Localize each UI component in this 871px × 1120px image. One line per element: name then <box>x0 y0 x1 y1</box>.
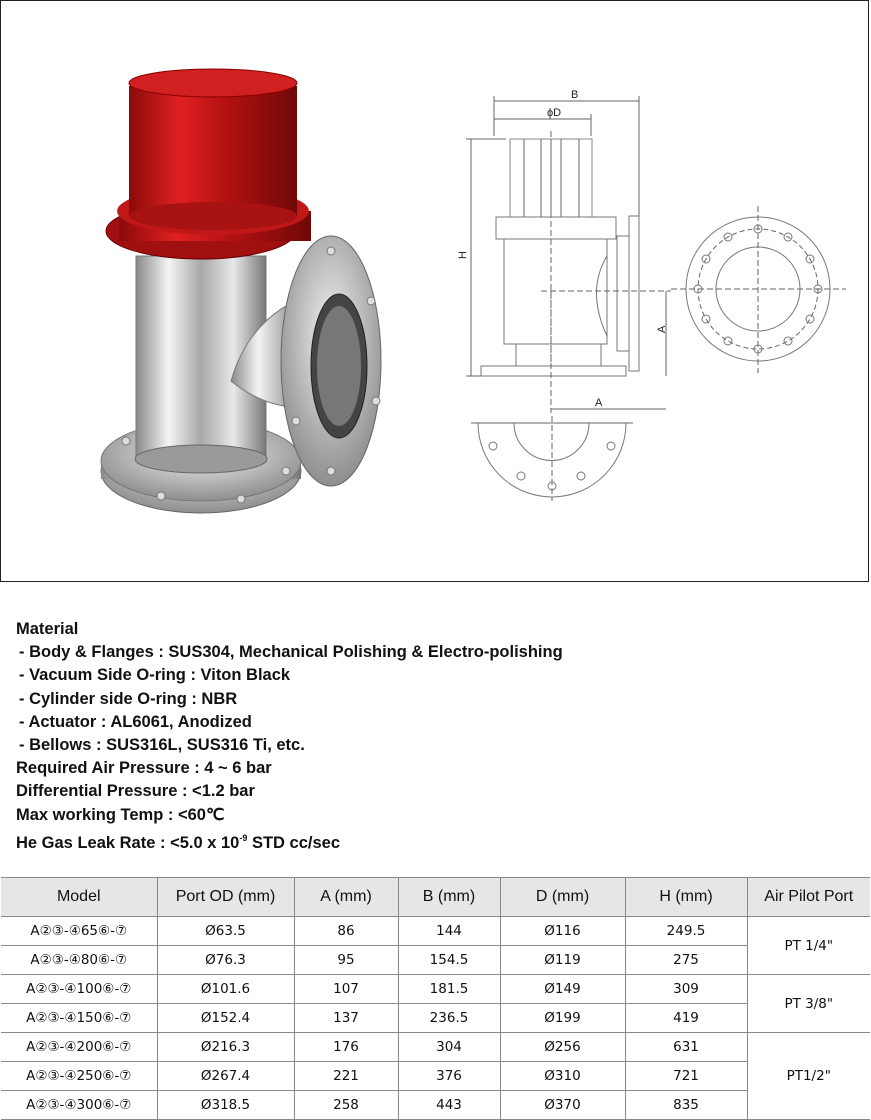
cell-b: 443 <box>398 1091 500 1120</box>
leak-exponent: -9 <box>239 832 248 843</box>
label-a-bottom: A <box>595 397 603 409</box>
cell-h: 275 <box>625 946 747 975</box>
cell-h: 419 <box>625 1004 747 1033</box>
spec-air-pressure: Required Air Pressure : 4 ~ 6 bar <box>16 759 272 778</box>
cell-b: 154.5 <box>398 946 500 975</box>
cell-model: A②③-④65⑥-⑦ <box>1 917 157 946</box>
cell-air-pilot-port: PT1/2" <box>747 1033 870 1120</box>
table-row <box>1 1062 870 1091</box>
header-model: Model <box>1 878 157 917</box>
cell-d: Ø119 <box>500 946 625 975</box>
cell-a: 176 <box>294 1033 398 1062</box>
table-row <box>1 1004 870 1033</box>
cell-port-od: Ø63.5 <box>157 917 294 946</box>
spec-diff-pressure: Differential Pressure : <1.2 bar <box>16 782 255 801</box>
cell-h: 309 <box>625 975 747 1004</box>
header-port-od: Port OD (mm) <box>157 878 294 917</box>
spec-vacuum-oring: - Vacuum Side O-ring : Viton Black <box>19 666 291 685</box>
cell-air-pilot-port: PT 1/4" <box>747 917 870 975</box>
cell-b: 304 <box>398 1033 500 1062</box>
valve-photo <box>101 69 381 513</box>
spec-cylinder-oring: - Cylinder side O-ring : NBR <box>19 689 238 708</box>
cell-model: A②③-④200⑥-⑦ <box>1 1033 157 1062</box>
cell-air-pilot-port: PT 3/8" <box>747 975 870 1033</box>
label-b: B <box>571 89 579 101</box>
table-row <box>1 975 870 1004</box>
cell-d: Ø199 <box>500 1004 625 1033</box>
cell-b: 376 <box>398 1062 500 1091</box>
cell-h: 631 <box>625 1033 747 1062</box>
cell-d: Ø149 <box>500 975 625 1004</box>
cell-a: 221 <box>294 1062 398 1091</box>
cell-h: 721 <box>625 1062 747 1091</box>
cell-model: A②③-④150⑥-⑦ <box>1 1004 157 1033</box>
leak-prefix: He Gas Leak Rate : <5.0 x 10 <box>16 833 240 852</box>
dimension-table <box>1 877 870 1120</box>
header-b: B (mm) <box>398 878 500 917</box>
label-d: ϕD <box>547 107 562 119</box>
cell-h: 249.5 <box>625 917 747 946</box>
header-a: A (mm) <box>294 878 398 917</box>
specifications <box>16 618 856 855</box>
cell-port-od: Ø152.4 <box>157 1004 294 1033</box>
cell-model: A②③-④300⑥-⑦ <box>1 1091 157 1120</box>
material-title: Material <box>16 620 79 638</box>
spec-max-temp: Max working Temp : <60℃ <box>16 805 225 824</box>
leak-suffix: STD cc/sec <box>251 833 341 852</box>
cell-a: 137 <box>294 1004 398 1033</box>
cell-port-od: Ø318.5 <box>157 1091 294 1120</box>
spec-body: - Body & Flanges : SUS304, Mechanical Polishing & Electro-polishing <box>19 643 563 662</box>
product-figure <box>1 1 868 581</box>
header-h: H (mm) <box>625 878 747 917</box>
cell-port-od: Ø267.4 <box>157 1062 294 1091</box>
table-row <box>1 917 870 946</box>
label-h: H <box>457 251 469 259</box>
spec-actuator: - Actuator : AL6061, Anodized <box>19 712 252 731</box>
label-a-side: A <box>656 325 668 333</box>
cell-port-od: Ø101.6 <box>157 975 294 1004</box>
dimension-drawing <box>466 96 846 501</box>
cell-d: Ø310 <box>500 1062 625 1091</box>
cell-d: Ø370 <box>500 1091 625 1120</box>
cell-d: Ø116 <box>500 917 625 946</box>
spec-leak-rate <box>16 827 856 855</box>
header-d: D (mm) <box>500 878 625 917</box>
cell-a: 86 <box>294 917 398 946</box>
table-row <box>1 1091 870 1120</box>
cell-d: Ø256 <box>500 1033 625 1062</box>
spec-bellows: - Bellows : SUS316L, SUS316 Ti, etc. <box>19 736 305 755</box>
cell-b: 236.5 <box>398 1004 500 1033</box>
cell-a: 107 <box>294 975 398 1004</box>
cell-port-od: Ø76.3 <box>157 946 294 975</box>
cell-model: A②③-④80⑥-⑦ <box>1 946 157 975</box>
cell-model: A②③-④100⑥-⑦ <box>1 975 157 1004</box>
header-air-pilot-port: Air Pilot Port <box>747 878 870 917</box>
cell-h: 835 <box>625 1091 747 1120</box>
cell-model: A②③-④250⑥-⑦ <box>1 1062 157 1091</box>
cell-a: 258 <box>294 1091 398 1120</box>
table-row <box>1 1033 870 1062</box>
cell-port-od: Ø216.3 <box>157 1033 294 1062</box>
table-header-row <box>1 878 870 917</box>
table-row <box>1 946 870 975</box>
cell-b: 181.5 <box>398 975 500 1004</box>
cell-a: 95 <box>294 946 398 975</box>
cell-b: 144 <box>398 917 500 946</box>
